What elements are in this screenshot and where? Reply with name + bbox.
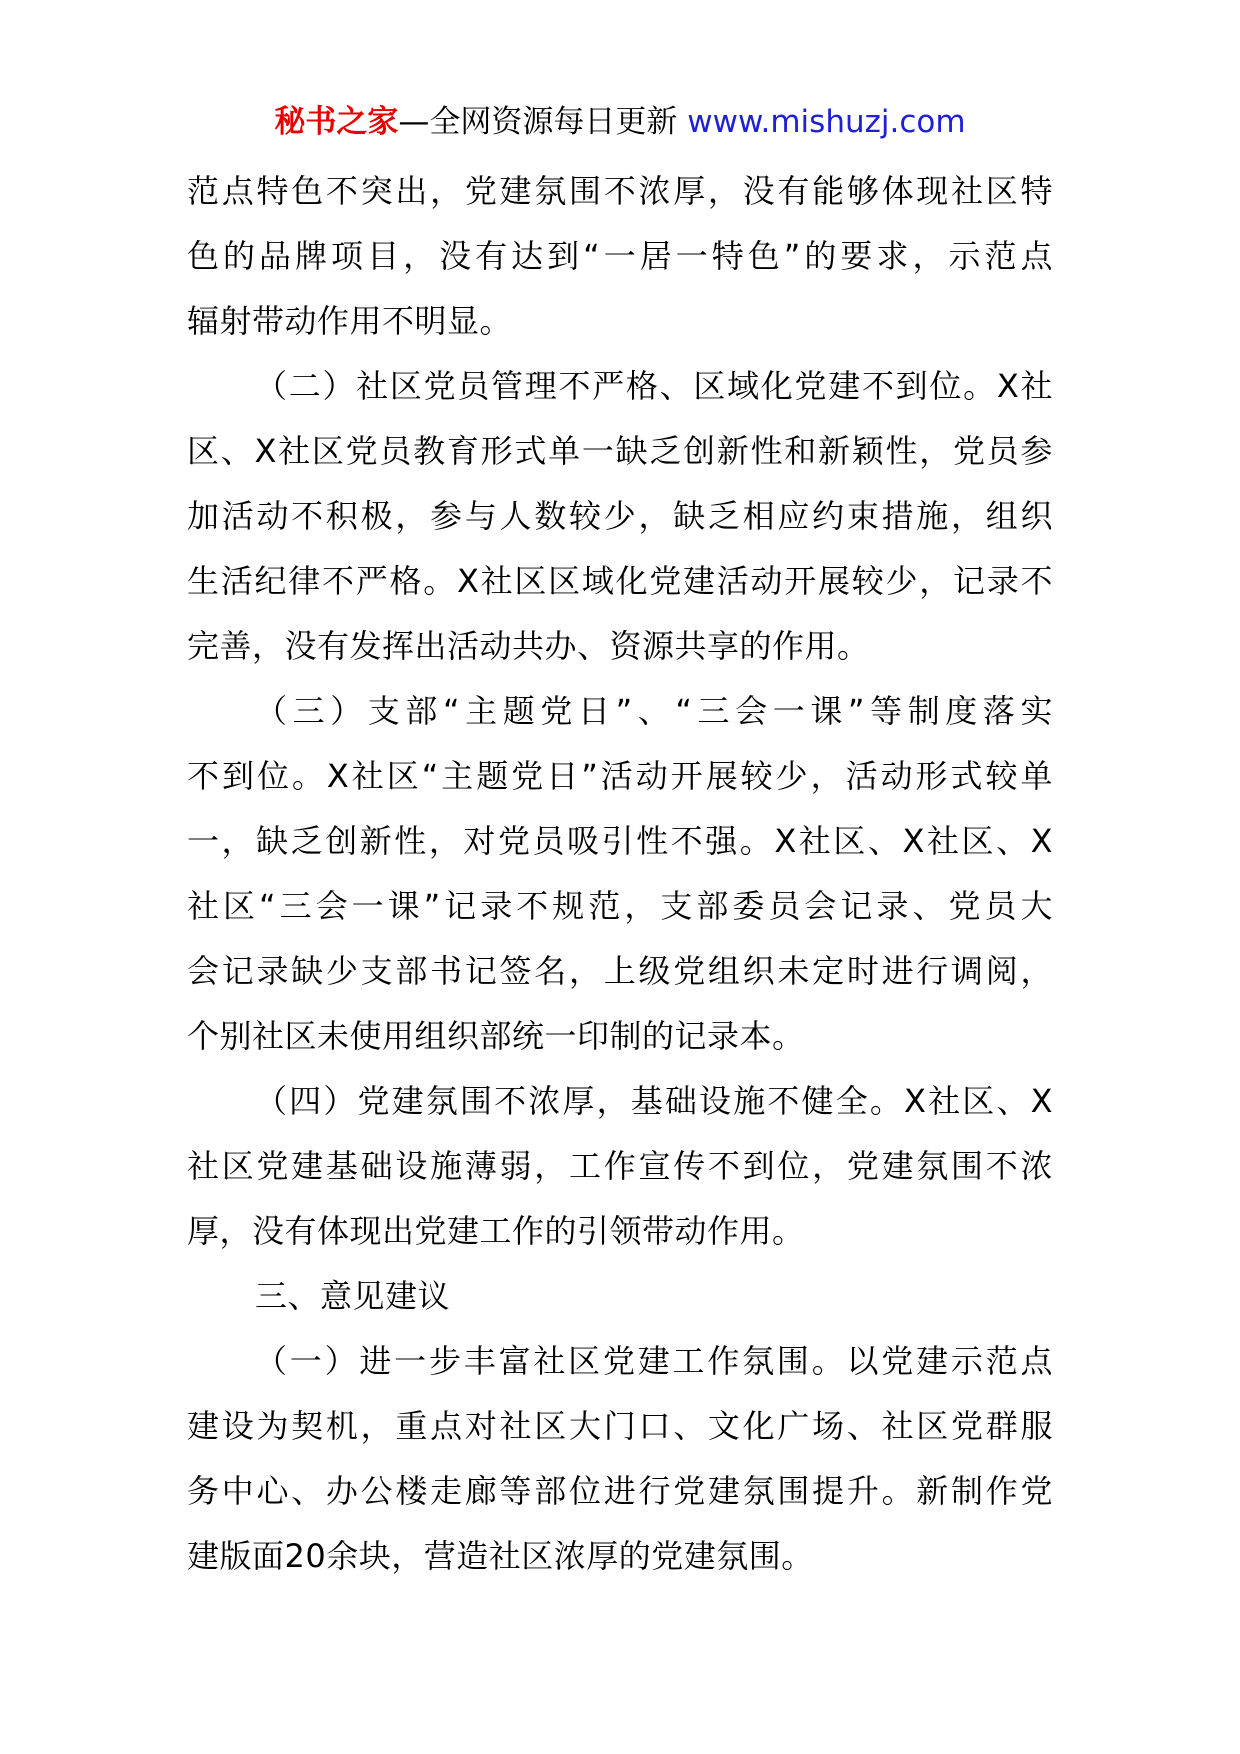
text-line: 建设为契机，重点对社区大门口、文化广场、社区党群服 (187, 1407, 1053, 1445)
text-line: 社区“三会一课”记录不规范，支部委员会记录、党员大 (187, 887, 1053, 925)
text-line: 完善，没有发挥出活动共办、资源共享的作用。 (187, 627, 870, 665)
text-line: 厚，没有体现出党建工作的引领带动作用。 (187, 1212, 805, 1250)
header-brand: 秘书之家 (274, 104, 399, 140)
text-line: 会记录缺少支部书记签名，上级党组织未定时进行调阅， (187, 952, 1053, 990)
text-line: 不到位。X社区“主题党日”活动开展较少，活动形式较单 (187, 757, 1053, 795)
text-line: 一，缺乏创新性，对党员吸引性不强。X社区、X社区、X (187, 822, 1053, 860)
text-line: 范点特色不突出，党建氛围不浓厚，没有能够体现社区特 (187, 172, 1053, 210)
text-line: 建版面20余块，营造社区浓厚的党建氛围。 (187, 1537, 814, 1575)
text-line: 色的品牌项目，没有达到“一居一特色”的要求，示范点 (187, 237, 1053, 275)
header-url-link[interactable]: www.mishuzj.com (687, 104, 966, 140)
text-line: 加活动不积极，参与人数较少，缺乏相应约束措施，组织 (187, 497, 1053, 535)
text-line: 生活纪律不严格。X社区区域化党建活动开展较少，记录不 (187, 562, 1053, 600)
paragraph-heading-line: （一）进一步丰富社区党建工作氛围。以党建示范点 (255, 1342, 1053, 1380)
document-body (187, 159, 1053, 1589)
paragraph-heading-line: （二）社区党员管理不严格、区域化党建不到位。X社 (255, 367, 1053, 405)
section-heading: 三、意见建议 (255, 1277, 451, 1315)
header-tagline: —全网资源每日更新 (398, 104, 688, 140)
text-line: 辐射带动作用不明显。 (187, 302, 513, 340)
text-line: 个别社区未使用组织部统一印制的记录本。 (187, 1017, 805, 1055)
text-line: 社区党建基础设施薄弱，工作宣传不到位，党建氛围不浓 (187, 1147, 1053, 1185)
paragraph-heading-line: （四）党建氛围不浓厚，基础设施不健全。X社区、X (255, 1082, 1053, 1120)
text-line: 务中心、办公楼走廊等部位进行党建氛围提升。新制作党 (187, 1472, 1053, 1510)
paragraph-heading-line: （三）支部“主题党日”、“三会一课”等制度落实 (255, 692, 1053, 730)
text-line: 区、X社区党员教育形式单一缺乏创新性和新颖性，党员参 (187, 432, 1053, 470)
page-header (0, 100, 1240, 144)
